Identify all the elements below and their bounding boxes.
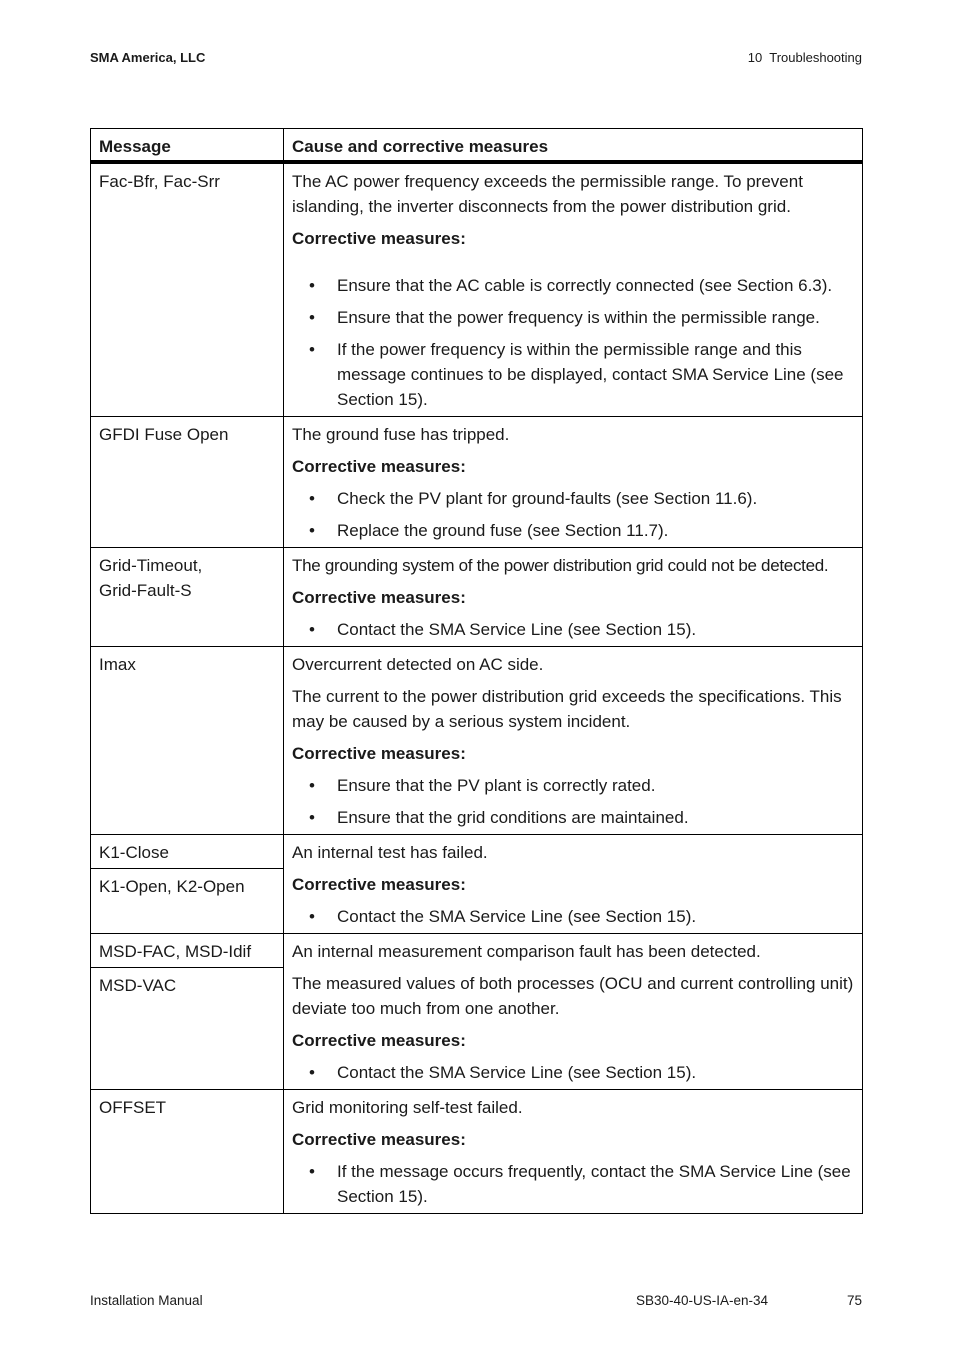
list-item — [292, 617, 854, 642]
list-item-text: Ensure that the grid conditions are maintained. — [337, 808, 689, 827]
bullet-list — [292, 904, 854, 929]
cause-text: The AC power frequency exceeds the permissible range. To prevent islanding, the inverter disconnects from the power distribution grid. — [292, 172, 803, 216]
list-item-text: If the message occurs frequently, contact the SMA Service Line (see Section 15). — [337, 1162, 851, 1206]
message-cell — [91, 835, 284, 934]
bullet-icon: • — [309, 276, 315, 295]
table-row — [91, 934, 863, 1090]
cause-cell — [284, 417, 863, 548]
message-cell — [91, 934, 284, 1090]
message-text: MSD-FAC, MSD-Idif — [91, 934, 283, 968]
table-row — [91, 647, 863, 835]
bullet-icon: • — [309, 340, 315, 359]
troubleshooting-table — [90, 128, 863, 1214]
cause-text: The measured values of both processes (OCU and current controlling unit) deviate too much from one another. — [292, 974, 854, 1018]
bullet-list — [292, 1159, 854, 1209]
table-row — [91, 548, 863, 647]
corrective-label: Corrective measures: — [292, 229, 466, 248]
list-item-text: Check the PV plant for ground-faults (see Section 11.6). — [337, 489, 758, 508]
message-cell: Grid-Timeout, Grid-Fault-S — [91, 548, 284, 647]
column-header-cause: Cause and corrective measures — [284, 129, 863, 163]
list-item — [292, 1060, 854, 1085]
cause-cell — [284, 647, 863, 835]
corrective-label: Corrective measures: — [292, 588, 466, 607]
list-item — [292, 337, 854, 412]
bullet-icon: • — [309, 521, 315, 540]
cause-text: The current to the power distribution grid exceeds the specifications. This may be caused by a serious system incident. — [292, 687, 842, 731]
cause-text: Grid monitoring self-test failed. — [292, 1098, 523, 1117]
bullet-list — [292, 273, 854, 412]
corrective-label: Corrective measures: — [292, 1130, 466, 1149]
corrective-label: Corrective measures: — [292, 457, 466, 476]
bullet-icon: • — [309, 1063, 315, 1082]
message-text: K1-Close — [91, 835, 283, 869]
list-item — [292, 305, 854, 330]
table-header-row — [91, 129, 863, 163]
cause-cell — [284, 934, 863, 1090]
cause-text: Overcurrent detected on AC side. — [292, 655, 544, 674]
bullet-list — [292, 1060, 854, 1085]
column-header-message: Message — [91, 129, 284, 163]
cause-text: The grounding system of the power distribution grid could not be detected. — [292, 556, 829, 575]
cause-cell — [284, 162, 863, 417]
cause-text: An internal measurement comparison fault has been detected. — [292, 942, 761, 961]
list-item — [292, 904, 854, 929]
message-cell: Imax — [91, 647, 284, 835]
table-row — [91, 162, 863, 417]
list-item — [292, 518, 854, 543]
bullet-icon: • — [309, 907, 315, 926]
cause-cell — [284, 835, 863, 934]
company-name: SMA America, LLC — [90, 50, 206, 65]
list-item — [292, 486, 854, 511]
list-item-text: Ensure that the AC cable is correctly connected (see Section 6.3). — [337, 276, 833, 295]
message-cell: GFDI Fuse Open — [91, 417, 284, 548]
cause-text: The ground fuse has tripped. — [292, 425, 510, 444]
message-text: K1-Open, K2-Open — [99, 877, 245, 896]
page-number: 75 — [846, 1293, 862, 1308]
message-cell: Fac-Bfr, Fac-Srr — [91, 162, 284, 417]
bullet-icon: • — [309, 489, 315, 508]
cause-text: An internal test has failed. — [292, 843, 488, 862]
list-item-text: Contact the SMA Service Line (see Section 15). — [337, 1063, 697, 1082]
bullet-list — [292, 617, 854, 642]
cause-cell — [284, 1090, 863, 1214]
bullet-icon: • — [309, 808, 315, 827]
corrective-label: Corrective measures: — [292, 744, 466, 763]
table-row — [91, 1090, 863, 1214]
list-item — [292, 805, 854, 830]
document-id: SB30-40-US-IA-en-34 — [636, 1293, 769, 1308]
bullet-icon: • — [309, 1162, 315, 1181]
message-text: MSD-VAC — [99, 976, 177, 995]
bullet-list — [292, 486, 854, 543]
bullet-list — [292, 773, 854, 830]
list-item-text: Replace the ground fuse (see Section 11.7). — [337, 521, 669, 540]
bullet-icon: • — [309, 308, 315, 327]
list-item-text: Ensure that the power frequency is within the permissible range. — [337, 308, 820, 327]
chapter-title: 10 Troubleshooting — [747, 50, 862, 65]
table-row — [91, 417, 863, 548]
list-item — [292, 1159, 854, 1209]
table-row — [91, 835, 863, 934]
list-item — [292, 773, 854, 798]
cause-cell — [284, 548, 863, 647]
corrective-label: Corrective measures: — [292, 1031, 466, 1050]
list-item — [292, 273, 854, 298]
list-item-text: Contact the SMA Service Line (see Section 15). — [337, 620, 697, 639]
list-item-text: Contact the SMA Service Line (see Section 15). — [337, 907, 697, 926]
manual-title: Installation Manual — [90, 1293, 203, 1308]
bullet-icon: • — [309, 620, 315, 639]
bullet-icon: • — [309, 776, 315, 795]
corrective-label: Corrective measures: — [292, 875, 466, 894]
list-item-text: Ensure that the PV plant is correctly rated. — [337, 776, 656, 795]
list-item-text: If the power frequency is within the permissible range and this message continues to be displayed, contact SMA Service Line (see Section 15). — [337, 340, 844, 409]
message-cell: OFFSET — [91, 1090, 284, 1214]
